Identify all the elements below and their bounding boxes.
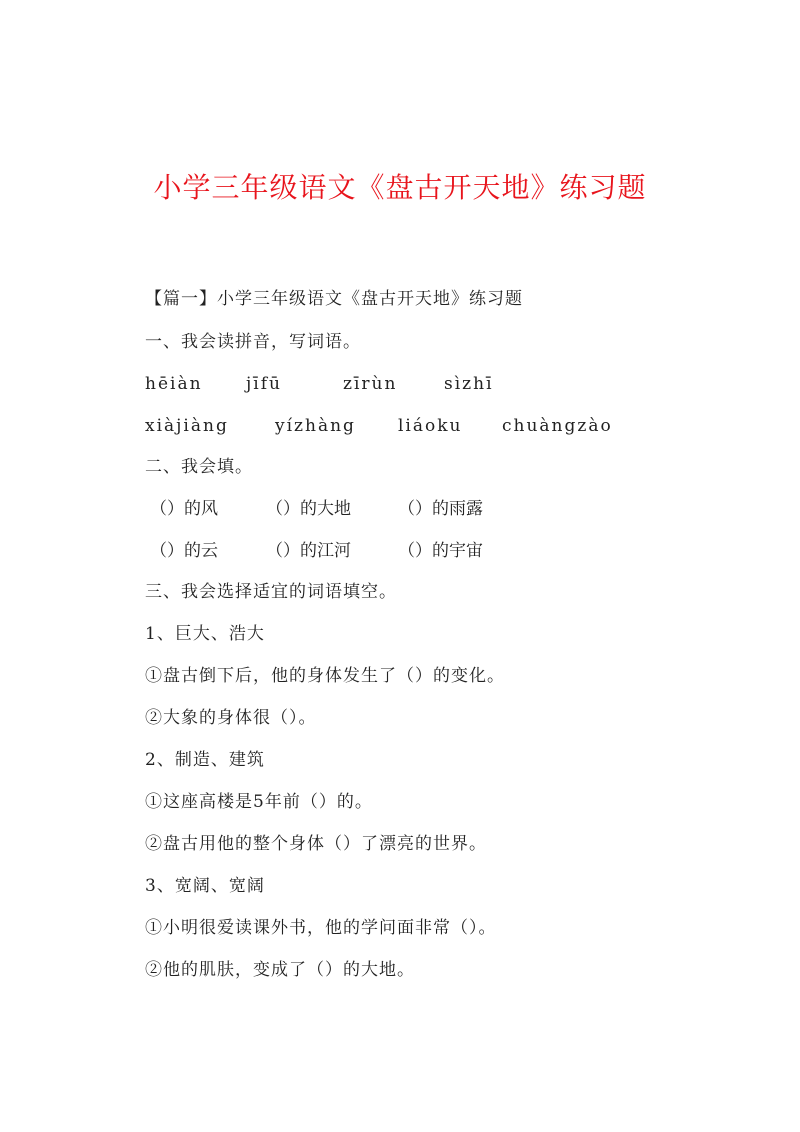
- question: ②他的肌肤，变成了（）的大地。: [145, 960, 415, 980]
- fill-item: （）的宇宙: [398, 541, 483, 561]
- fill-item: （）的云: [150, 541, 218, 561]
- pinyin-item: xiàjiàng: [145, 416, 229, 436]
- pinyin-item: sìzhī: [444, 374, 494, 394]
- question: ①盘古倒下后，他的身体发生了（）的变化。: [145, 666, 505, 686]
- pinyin-item: liáoku: [398, 416, 463, 436]
- question: ①这座高楼是5年前（）的。: [145, 792, 373, 812]
- question: ①小明很爱读课外书，他的学问面非常（）。: [145, 918, 497, 938]
- pinyin-item: yízhàng: [275, 416, 356, 436]
- section3-heading: 三、我会选择适宜的词语填空。: [145, 582, 397, 602]
- pinyin-item: jīfū: [246, 374, 282, 394]
- fill-item: （）的大地: [266, 499, 351, 519]
- fill-item: （）的雨露: [398, 499, 483, 519]
- question: ②盘古用他的整个身体（）了漂亮的世界。: [145, 834, 487, 854]
- section2-heading: 二、我会填。: [145, 457, 253, 477]
- subtitle: 【篇一】小学三年级语文《盘古开天地》练习题: [145, 289, 523, 309]
- question: ②大象的身体很（）。: [145, 708, 317, 728]
- word-choice: 1、巨大、浩大: [145, 624, 265, 644]
- word-choice: 3、宽阔、宽阔: [145, 876, 265, 896]
- fill-item: （）的江河: [266, 541, 351, 561]
- section1-heading: 一、我会读拼音，写词语。: [145, 332, 361, 352]
- word-choice: 2、制造、建筑: [145, 750, 265, 770]
- fill-item: （）的风: [150, 499, 218, 519]
- pinyin-item: chuàngzào: [502, 416, 613, 436]
- pinyin-item: zīrùn: [343, 374, 398, 394]
- pinyin-item: hēiàn: [145, 374, 203, 394]
- document-title: 小学三年级语文《盘古开天地》练习题: [153, 171, 647, 204]
